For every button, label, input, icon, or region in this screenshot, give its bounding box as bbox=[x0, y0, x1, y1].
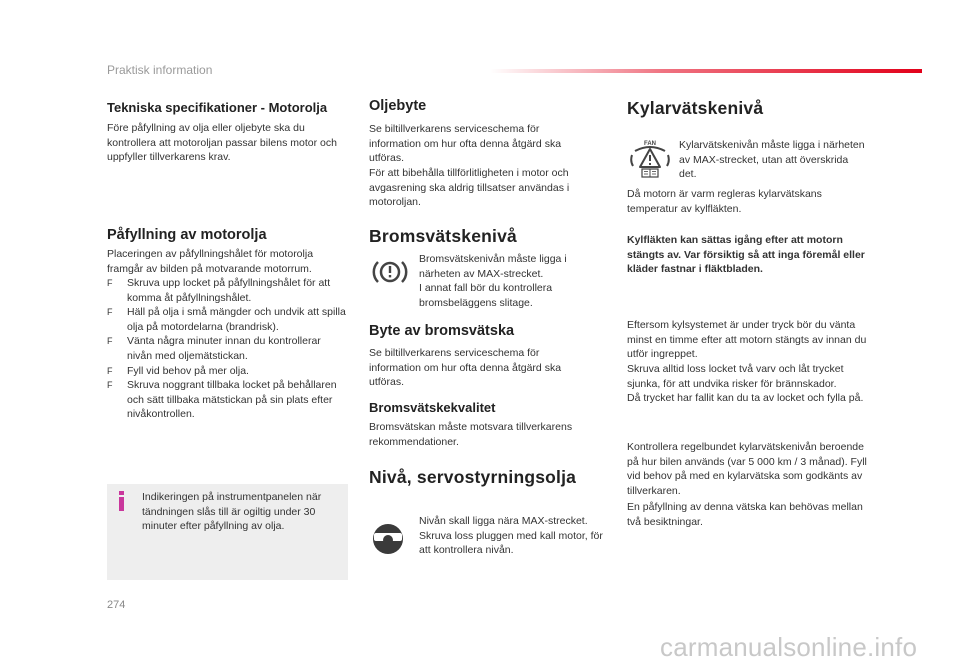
coolant-text-5: Då trycket har fallit kan du ta av locket och fylla på. bbox=[627, 392, 864, 404]
refill-intro: Placeringen av påfyllningshålet för motorolja framgår av bilden på motvarande motorrum. bbox=[107, 248, 314, 275]
refill-step: F Fyll vid behov på mer olja. bbox=[107, 364, 249, 377]
section-header-label: Praktisk information bbox=[107, 63, 213, 77]
coolant-text-6: Kontrollera regelbundet kylarvätskenivån beroende på hur bilen används (var 5 000 km / 3 månad). Fyll vid behov på med en kylarvätska som godkänts av tillverkaren. bbox=[627, 441, 867, 497]
brake-warning-icon bbox=[371, 257, 409, 287]
brake-level-title: Bromsvätskenivå bbox=[369, 226, 517, 246]
coolant-text-4: Skruva alltid loss locket två varv och låt trycket sjunka, för att undvika risker för brännskador. bbox=[627, 363, 844, 390]
page-number: 274 bbox=[107, 599, 126, 611]
coolant-text-7: En påfyllning av denna vätska kan behövas mellan två besiktningar. bbox=[627, 501, 863, 528]
refill-step: F Skruva upp locket på påfyllningshålet för att komma åt påfyllningshålet. bbox=[107, 277, 331, 304]
refill-steps-list bbox=[107, 276, 347, 422]
brake-quality-text: Bromsvätskan måste motsvara tillverkarens rekommendationer. bbox=[369, 421, 573, 448]
svg-text:FAN: FAN bbox=[644, 141, 656, 147]
coolant-title: Kylarvätskenivå bbox=[627, 98, 764, 118]
tech-spec-title: Tekniska specifikationer - Motorolja bbox=[107, 100, 328, 115]
brake-change-title: Byte av bromsvätska bbox=[369, 323, 515, 339]
steering-oil-text: Nivån skall ligga nära MAX-strecket. Skruva loss pluggen med kall motor, för att kontrollera nivån. bbox=[419, 515, 603, 557]
info-note-text: Indikeringen på instrumentpanelen när tändningen slås till är ogiltig under 30 minuter efter påfyllning av olja. bbox=[142, 491, 322, 533]
brake-change-text: Se biltillverkarens serviceschema för information om hur ofta denna åtgärd ska utföras. bbox=[369, 347, 562, 389]
coolant-text-2: Då motorn är varm regleras kylarvätskans temperatur av kylfläkten. bbox=[627, 188, 822, 215]
footer-watermark: carmanualsonline.info bbox=[660, 632, 918, 662]
oil-change-text-2: För att bibehålla tillförlitligheten i motor och avgasrening ska aldrig tillsatser användas i motoroljan. bbox=[369, 167, 570, 209]
steering-wheel-icon bbox=[369, 521, 407, 557]
tech-spec-text: Före påfyllning av olja eller oljebyte ska du kontrollera att motoroljan passar bilens motor och uppfyller tillverkarens krav. bbox=[107, 122, 337, 164]
coolant-text-1: Kylarvätskenivån måste ligga i närheten av MAX-strecket, utan att överskrida det. bbox=[679, 139, 865, 181]
coolant-fan-warning: Kylfläkten kan sättas igång efter att motorn stängts av. Var försiktig så att inga föremål eller kläder fastnar i fläktbladen. bbox=[627, 234, 865, 276]
refill-step: F Häll på olja i små mängder och undvik att spilla olja på motordelarna (brandrisk). bbox=[107, 306, 346, 333]
refill-step: F Skruva noggrant tillbaka locket på behållaren och sätt tillbaka mätstickan på sin plats efter nivåkontrollen. bbox=[107, 379, 337, 421]
fan-warning-icon bbox=[629, 139, 671, 179]
oil-change-title: Oljebyte bbox=[369, 98, 427, 114]
brake-level-text-2: I annat fall bör du kontrollera bromsbeläggens slitage. bbox=[419, 282, 553, 309]
steering-oil-title: Nivå, servostyrningsolja bbox=[369, 467, 577, 487]
refill-step: F Vänta några minuter innan du kontrollerar nivån med oljemätstickan. bbox=[107, 335, 321, 362]
coolant-text-3: Eftersom kylsystemet är under tryck bör du vänta minst en timme efter att motorn stängts av innan du utför ingreppet. bbox=[627, 319, 867, 361]
brake-quality-title: Bromsvätskekvalitet bbox=[369, 400, 496, 415]
info-icon bbox=[118, 491, 125, 511]
brake-level-text-1: Bromsvätskenivån måste ligga i närheten av MAX-strecket. bbox=[419, 253, 567, 280]
oil-change-text-1: Se biltillverkarens serviceschema för information om hur ofta denna åtgärd ska utföras. bbox=[369, 123, 562, 165]
header-accent-line bbox=[490, 69, 922, 73]
refill-title: Påfyllning av motorolja bbox=[107, 227, 267, 243]
